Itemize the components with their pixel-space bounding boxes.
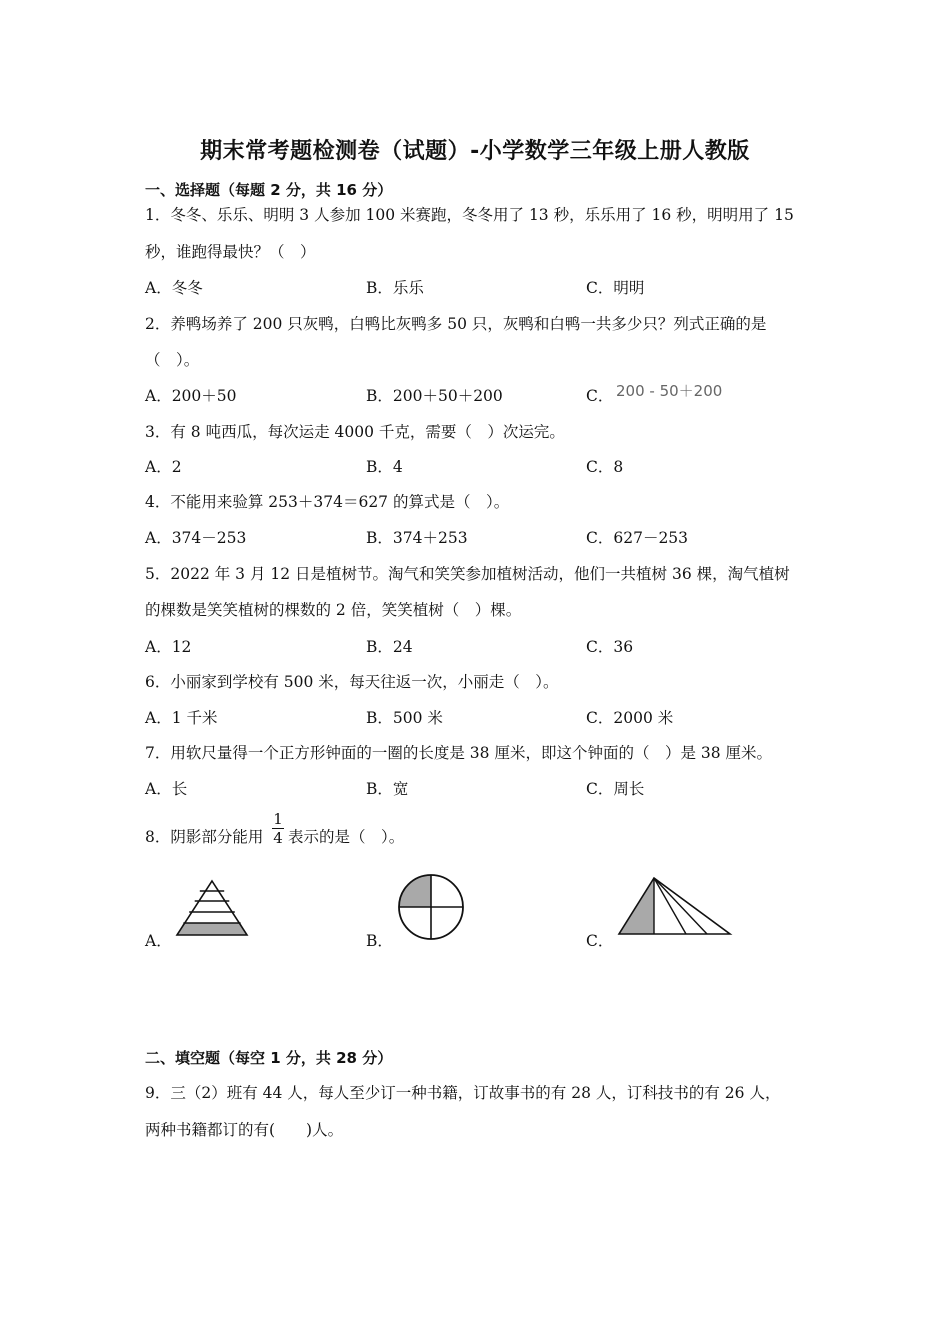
question-1-option-b: B．乐乐 [366, 279, 424, 297]
question-4-option-c: C．627－253 [586, 529, 689, 547]
question-5-option-a: A．12 [145, 638, 192, 656]
question-6-option-b: B．500 米 [366, 709, 443, 727]
question-8-prefix: 8．阴影部分能用 [145, 828, 264, 846]
question-2-option-a: A．200＋50 [145, 387, 237, 405]
question-5-text: 5．2022 年 3 月 12 日是植树节。淘气和笑笑参加植树活动，他们一共植树 36 棵，淘气植树 [145, 565, 790, 583]
fraction-numerator: 1 [273, 810, 283, 828]
question-6-option-a: A．1 千米 [145, 709, 218, 727]
question-3-text: 3．有 8 吨西瓜，每次运走 4000 千克，需要（ ）次运完。 [145, 423, 565, 441]
question-3-option-b: B．4 [366, 458, 403, 476]
question-8-option-b: B． [366, 932, 393, 950]
question-3-option-a: A．2 [145, 458, 182, 476]
page-title: 期末常考题检测卷（试题）-小学数学三年级上册人教版 [200, 139, 750, 164]
triangle-shaded-layer [177, 923, 247, 935]
question-5-option-c: C．36 [586, 638, 634, 656]
section-heading-fill: 二、填空题（每空 1 分，共 28 分） [145, 1049, 393, 1067]
question-6-option-c: C．2000 米 [586, 709, 674, 727]
section-heading-choice: 一、选择题（每题 2 分，共 16 分） [145, 181, 393, 199]
question-2-option-c: C． [586, 387, 614, 405]
question-7-option-a: A．长 [145, 780, 188, 798]
question-2-option-c-image: 200 - 50＋200 [616, 382, 723, 400]
question-4-option-a: A．374－253 [145, 529, 247, 547]
figure-quartered-circle [396, 872, 466, 942]
question-4-option-b: B．374＋253 [366, 529, 468, 547]
question-9-text: 9．三（2）班有 44 人，每人至少订一种书籍，订故事书的有 28 人，订科技书的有 26 人， [145, 1084, 781, 1102]
question-8-option-c: C． [586, 932, 614, 950]
question-1-option-a: A．冬冬 [145, 279, 203, 297]
question-1-option-c: C．明明 [586, 279, 645, 297]
question-2-text: 2．养鸭场养了 200 只灰鸭，白鸭比灰鸭多 50 只，灰鸭和白鸭一共多少只？列式正确的是 [145, 315, 767, 333]
question-8-option-a: A． [145, 932, 172, 950]
fraction-denominator: 4 [273, 829, 283, 847]
question-3-option-c: C．8 [586, 458, 624, 476]
question-6-text: 6．小丽家到学校有 500 米，每天往返一次，小丽走（ ）。 [145, 673, 559, 691]
question-4-text: 4．不能用来验算 253＋374＝627 的算式是（ ）。 [145, 493, 510, 511]
question-1-text: 1．冬冬、乐乐、明明 3 人参加 100 米赛跑，冬冬用了 13 秒，乐乐用了 16 秒，明明用了 15 [145, 206, 794, 224]
figure-layered-triangle [170, 876, 254, 940]
figure-split-triangle [616, 874, 734, 938]
question-5-option-b: B．24 [366, 638, 413, 656]
question-7-text: 7．用软尺量得一个正方形钟面的一圈的长度是 38 厘米，即这个钟面的（ ）是 38 厘米。 [145, 744, 773, 762]
question-1-text-cont: 秒，谁跑得最快？（ ） [145, 243, 316, 261]
question-2-text-cont: （ ）。 [145, 351, 200, 369]
question-7-option-b: B．宽 [366, 780, 409, 798]
question-2-option-b: B．200＋50＋200 [366, 387, 503, 405]
fraction-one-quarter [272, 810, 284, 847]
question-9-text-cont: 两种书籍都订的有( )人。 [145, 1121, 344, 1139]
question-8-suffix: 表示的是（ ）。 [288, 828, 405, 846]
question-5-text-cont: 的棵数是笑笑植树的棵数的 2 倍，笑笑植树（ ）棵。 [145, 601, 522, 619]
question-7-option-c: C．周长 [586, 780, 645, 798]
